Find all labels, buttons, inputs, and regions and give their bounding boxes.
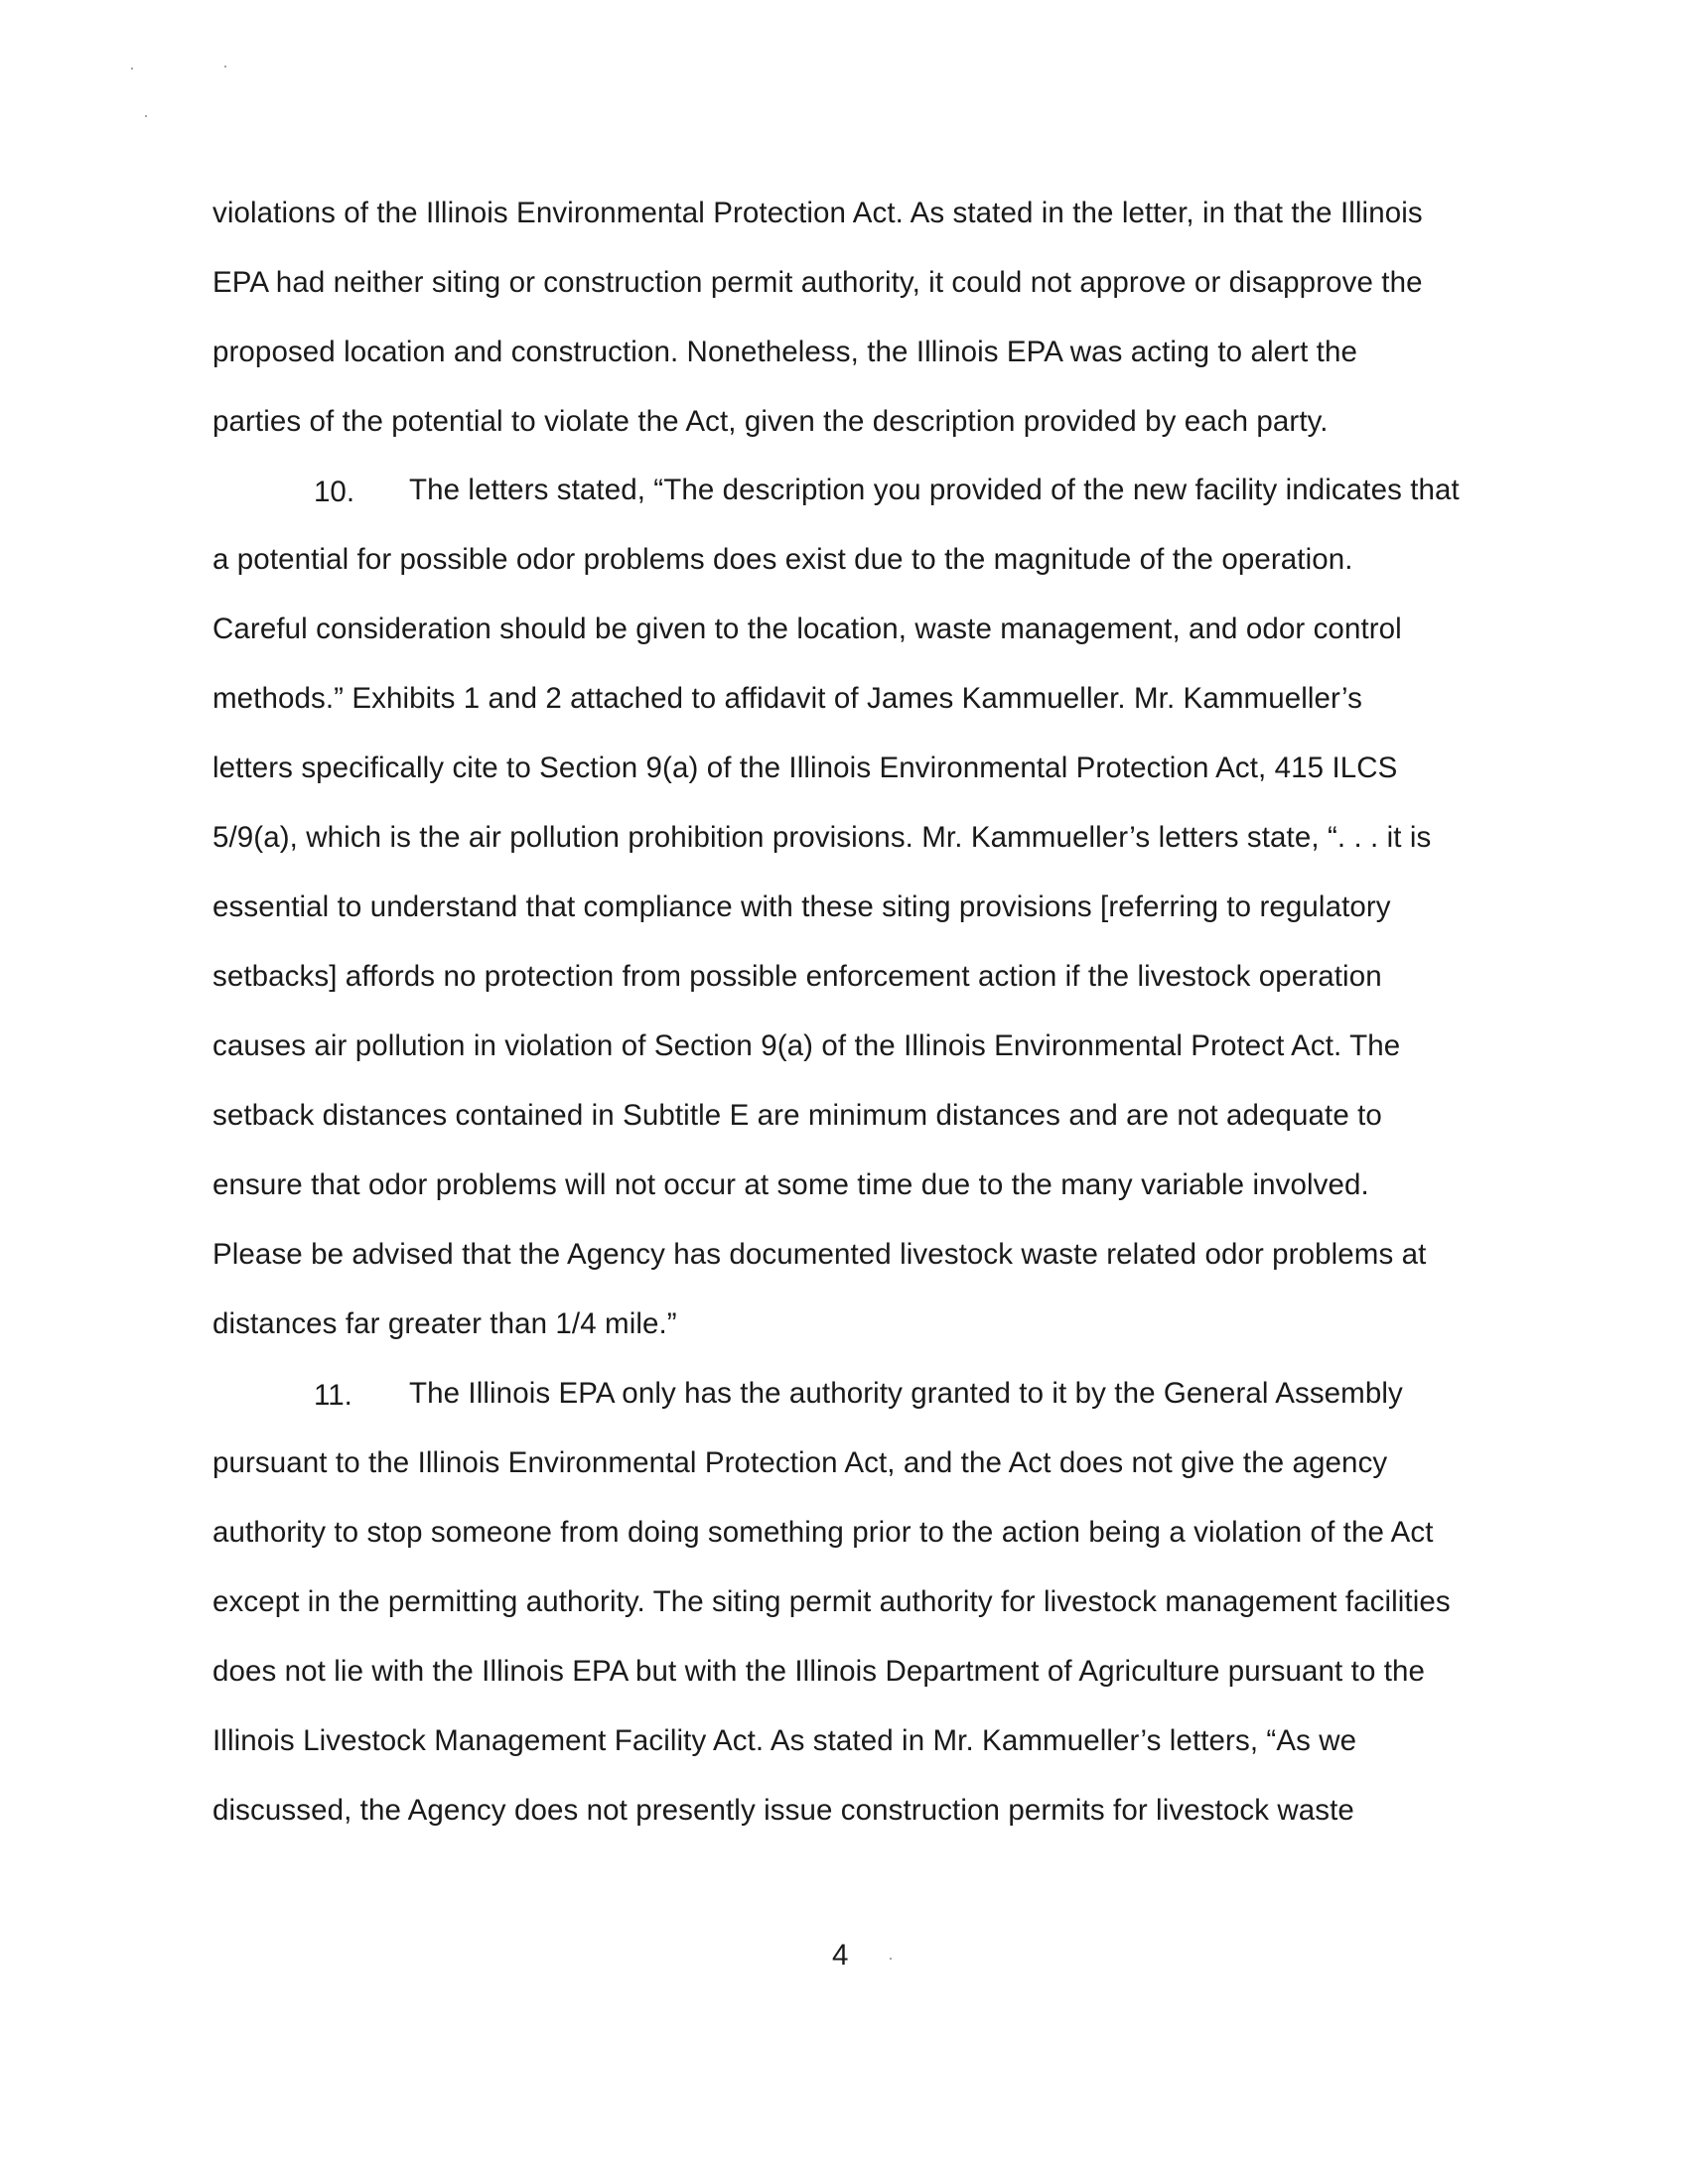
body-line: proposed location and construction. Nonetheless, the Illinois EPA was acting to alert the: [212, 336, 1357, 368]
scan-speck: [224, 66, 226, 68]
body-line: causes air pollution in violation of Section 9(a) of the Illinois Environmental Protect Act. The: [212, 1029, 1401, 1062]
body-line: does not lie with the Illinois EPA but with the Illinois Department of Agriculture pursuant to the: [212, 1655, 1426, 1688]
paragraph-number-11: 11.: [314, 1379, 352, 1412]
body-line: parties of the potential to violate the Act, given the description provided by each party.: [212, 405, 1329, 438]
body-line: Illinois Livestock Management Facility Act. As stated in Mr. Kammueller’s letters, “As we: [212, 1724, 1357, 1757]
body-line: Careful consideration should be given to the location, waste management, and odor control: [212, 613, 1402, 645]
body-line: distances far greater than 1/4 mile.”: [212, 1307, 677, 1340]
scan-speck: [890, 1958, 892, 1960]
body-line: authority to stop someone from doing something prior to the action being a violation of the Act: [212, 1516, 1434, 1549]
paragraph-11-first-line: The Illinois EPA only has the authority granted to it by the General Assembly: [409, 1377, 1403, 1410]
body-line: except in the permitting authority. The siting permit authority for livestock management facilities: [212, 1585, 1451, 1618]
body-line: discussed, the Agency does not presently issue construction permits for livestock waste: [212, 1794, 1354, 1827]
body-line: 5/9(a), which is the air pollution prohibition provisions. Mr. Kammueller’s letters state, “. . . it is: [212, 821, 1432, 854]
body-line: violations of the Illinois Environmental Protection Act. As stated in the letter, in that the Illinois: [212, 197, 1423, 229]
scan-speck: [131, 68, 133, 69]
body-line: essential to understand that compliance with these siting provisions [referring to regulatory: [212, 890, 1391, 923]
body-line: letters specifically cite to Section 9(a) of the Illinois Environmental Protection Act, 415 ILCS: [212, 751, 1398, 784]
body-line: Please be advised that the Agency has documented livestock waste related odor problems at: [212, 1238, 1427, 1271]
body-line: a potential for possible odor problems does exist due to the magnitude of the operation.: [212, 543, 1353, 576]
scan-speck: [145, 115, 147, 117]
body-line: ensure that odor problems will not occur at some time due to the many variable involved.: [212, 1168, 1369, 1201]
body-line: setbacks] affords no protection from possible enforcement action if the livestock operation: [212, 960, 1382, 993]
body-line: pursuant to the Illinois Environmental Protection Act, and the Act does not give the agency: [212, 1446, 1388, 1479]
paragraph-number-10: 10.: [314, 476, 355, 508]
body-line: EPA had neither siting or construction permit authority, it could not approve or disapprove the: [212, 266, 1423, 299]
body-line: methods.” Exhibits 1 and 2 attached to affidavit of James Kammueller. Mr. Kammueller’s: [212, 682, 1363, 715]
page-number: 4: [832, 1939, 849, 1972]
paragraph-10-first-line: The letters stated, “The description you provided of the new facility indicates that: [409, 474, 1460, 506]
body-line: setback distances contained in Subtitle E are minimum distances and are not adequate to: [212, 1099, 1382, 1132]
